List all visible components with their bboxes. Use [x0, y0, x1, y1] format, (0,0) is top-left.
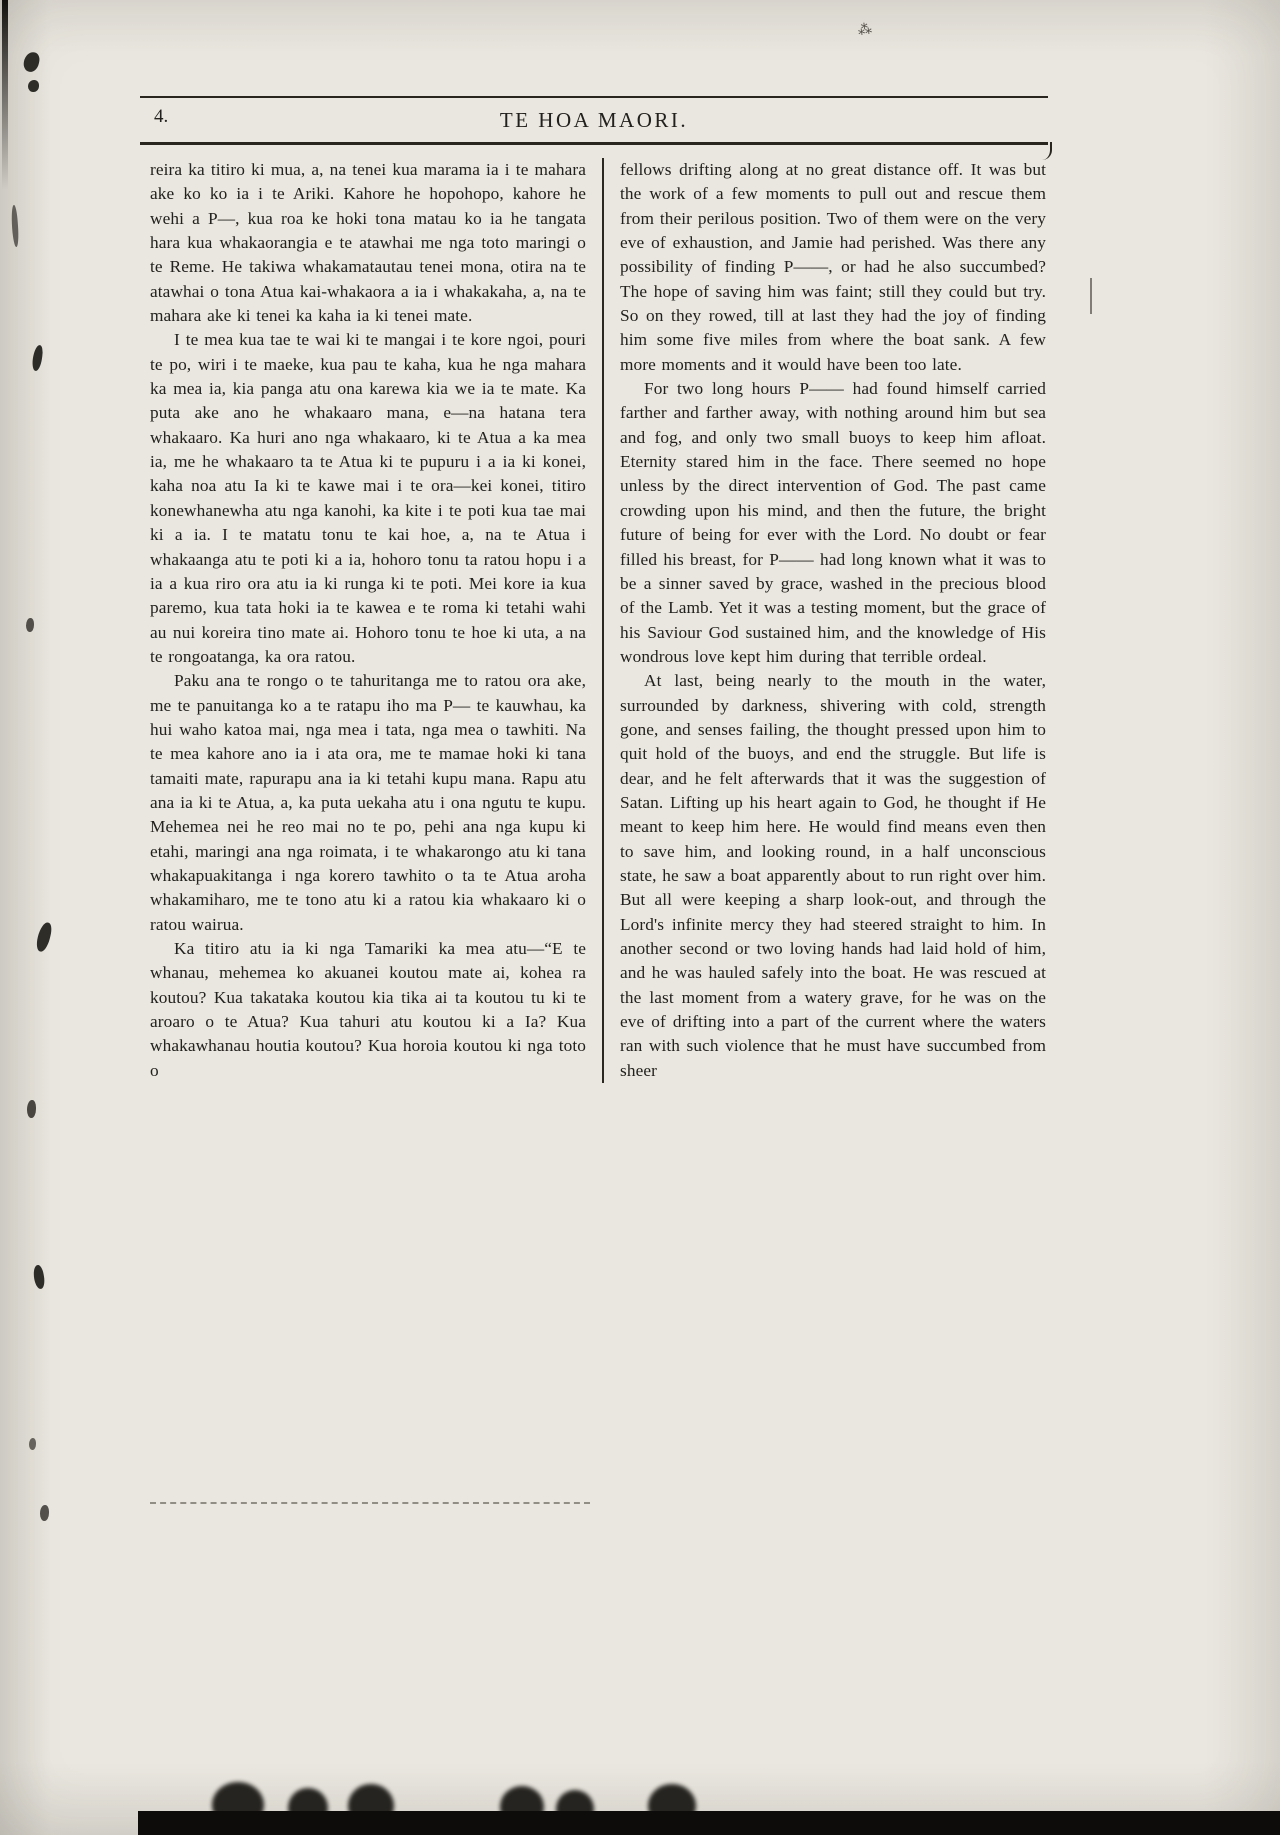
- paragraph: I te mea kua tae te wai ki te mangai i te kore ngoi, pouri te po, wiri i te maeke, kua pau te kaha, kua he nga mahara ka mea ia, kia panga atu ona karewa kia we ia te mate. Ka puta ake ano he whakaaro mana, e—na hatana tera whakaaro. Ka huri ano nga whakaaro, ki te Atua a ka mea ia, me he whakaaro ta te Atua ki te pupuru i a ia ki konei, kaha noa atu Ia ki te kawe mai i te ora—kei konei, titiro konewhanewha atu nga kanohi, ka kite i te poti kua tae mai ki a ia. I te matatu tonu te kai hoe, a, na te Atua i whakaanga atu te poti ki a ia, hohoro tonu ta ratou hopu i a ia a kua riro ora atu ia ki runga ki te poti. Mei kore ia kua paremo, kua tata hoki ia te kawea e te roma ki tetahi wahi au nui koreira tino mate ai. Hohoro tonu te hoe ki uta, a na te rongoatanga, ka ora ratou.: [150, 330, 586, 666]
- ink-blot: [35, 921, 54, 953]
- column-end-dashed-rule: [150, 1502, 590, 1504]
- newspaper-title: TE HOA MAORI.: [499, 107, 689, 132]
- paragraph: Ka titiro atu ia ki nga Tamariki ka mea atu—“E te whanau, mehemea ko akuanei koutou mate ai, kohea ra koutou? Kua takataka koutou kia tika ai ta koutou tu ki te aroaro o te Atua? Kua tahuri atu koutou ki a Ia? Kua whakawhanau houtia koutou? Kua horoia koutou ki nga toto o: [150, 939, 586, 1080]
- ink-blot: [22, 51, 41, 74]
- right-column-english-text: [602, 158, 1046, 1083]
- ink-blot: [40, 1505, 49, 1521]
- paragraph: At last, being nearly to the mouth in the water, surrounded by darkness, shivering with cold, strength gone, and senses failing, the thought pressed upon him to quit hold of the buoys, and end the struggle. But life is dear, and he felt afterwards that it was the suggestion of Satan. Lifting up his heart again to God, he thought if He meant to keep him here. He would find means even then to save him, and looking round, in a half unconscious state, he saw a boat apparently about to run right over him. But all were keeping a sharp look-out, and through the Lord's infinite mercy they had steered straight to him. In another second or two loving hands had laid hold of him, and he was hauled safely into the boat. He was rescued at the last moment from a watery grave, for he was on the eve of drifting into a part of the current where the waters ran with such violence that he must have succumbed from sheer: [620, 671, 1046, 1080]
- ink-blot: [26, 618, 34, 632]
- ink-blot: [28, 80, 39, 92]
- printer-mark: ⁂: [857, 22, 873, 39]
- masthead-header: [140, 96, 1048, 145]
- paragraph: reira ka titiro ki mua, a, na tenei kua marama ia i te mahara ake ko ko ia i te Ariki. Kahore he hopohopo, kahore he wehi a P—, kua roa ke hoki tona matau ko ia he tangata hara kua whakaorangia e te atawhai me nga toto maringi o te Reme. He takiwa whakamatautau tenei mona, otira na te atawhai o tona Atua kai-whakaora a ia i whakakaha, a, na te mahara ake ki tenei ka kaha ia ki tenei mate.: [150, 160, 586, 326]
- left-column-maori-text: [150, 158, 602, 1083]
- page-number: 4.: [154, 106, 169, 127]
- ink-blot: [31, 345, 44, 372]
- ink-blot: [11, 205, 20, 247]
- ink-blot: [29, 1438, 36, 1450]
- scan-bottom-bar: [138, 1811, 1280, 1835]
- binding-streak: [2, 0, 8, 190]
- edge-scratch: [1090, 278, 1092, 314]
- ink-blot: [27, 1100, 36, 1118]
- ink-blot: [32, 1264, 46, 1289]
- paragraph: For two long hours P—— had found himself carried farther and farther away, with nothing around him but sea and fog, and only two small buoys to keep him afloat. Eternity stared him in the face. There seemed no hope unless by the direct intervention of God. The past came crowding upon his mind, and then the future, the bright future of being for ever with the Lord. No doubt or fear filled his breast, for P—— had long known what it was to be a sinner saved by grace, washed in the precious blood of the Lamb. Yet it was a testing moment, but the grace of his Saviour God sustained him, and the knowledge of His wondrous love kept him during that terrible ordeal.: [620, 379, 1046, 666]
- paragraph: Paku ana te rongo o te tahuritanga me to ratou ora ake, me te panuitanga ko a te ratapu iho ma P— te kauwhau, ka hui waho katoa mai, nga mea i tata, nga mea o tawhiti. Na te mea kahore ano ia i ata ora, me te mamae hoki ki tana tamaiti mate, rapurapu ana ia ki tetahi kupu mana. Rapu atu ana ia ki te Atua, a, ka puta uekaha atu i ona ngutu te kupu. Mehemea nei he reo mai no te po, pehi ana nga kupu ki etahi, maringi ana nga roimata, i te whakarongo atu ki tana whakapuakitanga i nga korero tawhito o ta te Atua aroha whakamiharo, me te tono atu ki a ratou kia whakaaro ki o ratou wairua.: [150, 671, 586, 934]
- paragraph: fellows drifting along at no great distance off. It was but the work of a few moments to pull out and rescue them from their perilous position. Two of them were on the very eve of exhaustion, and Jamie had perished. Was there any possibility of finding P——, or had he also succumbed? The hope of saving him was faint; still they could but try. So on they rowed, till at last they had the joy of finding him some five miles from where the boat sank. A few more moments and it would have been too late.: [620, 160, 1046, 374]
- two-column-text-block: [150, 158, 1046, 1083]
